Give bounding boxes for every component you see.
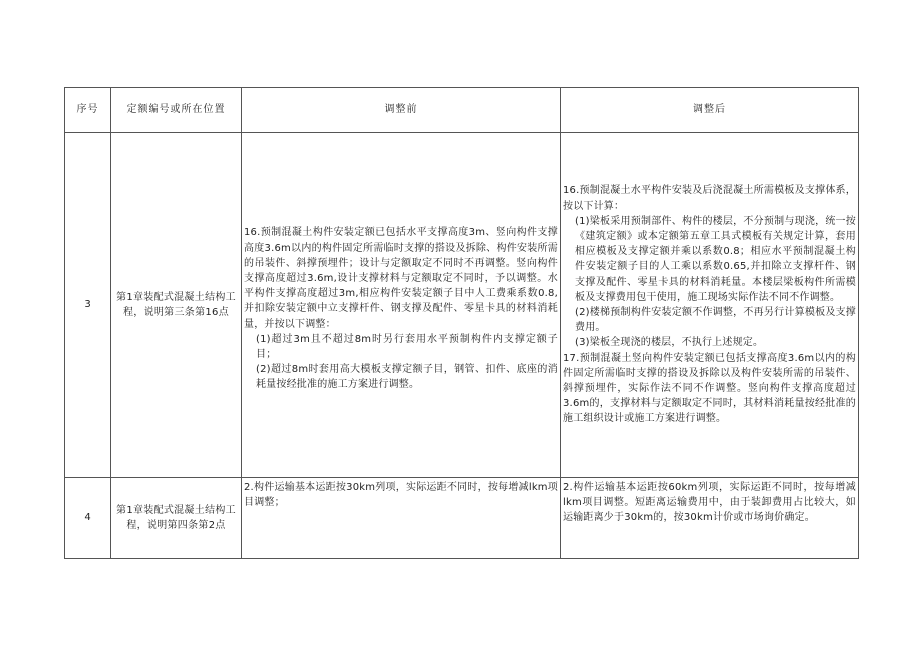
row-after (561, 478, 859, 559)
header-after: 调整后 (561, 88, 859, 133)
before-paragraph: (1)超过3m且不超过8m时另行套用水平预制构件内支撑定额子目； (256, 333, 558, 360)
row-before (242, 133, 561, 478)
row-location: 第1章装配式混凝土结构工程，说明第三条第16点 (111, 133, 242, 478)
header-row (65, 88, 859, 133)
row-seq: 3 (65, 133, 111, 478)
after-paragraph: (2)楼梯预制构件安装定额不作调整，不再另行计算模板及支撑费用。 (575, 307, 856, 334)
table-row (65, 478, 859, 559)
table-row (65, 133, 859, 478)
row-before (242, 478, 561, 559)
before-paragraph: 2.构件运输基本运距按30km列项，实际运距不同时，按每增减lkm项目调整； (244, 482, 558, 509)
after-paragraph: (3)梁板全现浇的楼层，不执行上述规定。 (575, 337, 764, 349)
before-paragraph: (2)超过8m时套用高大模板支撑定额子目，钢管、扣件、底座的消耗量按经批准的施工方案进行调整。 (256, 364, 558, 391)
after-paragraph: 17.预制混凝土竖向构件安装定额已包括支撑高度3.6m以内的构件固定所需临时支撑的搭设及拆除以及构件安装所需的吊装件、斜撑预埋件，实际作法不同不作调整。竖向构件支撑高度超过3.6m的，支撑材料与定额取定不同时，其材料消耗量按经批准的施工组织设计或施工方案进行调整。 (563, 352, 856, 425)
adjustment-table (64, 87, 859, 559)
header-seq: 序号 (65, 88, 111, 133)
row-seq: 4 (65, 478, 111, 559)
after-paragraph: 16.预制混凝土水平构件安装及后浇混凝土所需模板及支撑体系，按以下计算： (563, 185, 856, 212)
row-location: 第1章装配式混凝土结构工程，说明第四条第2点 (111, 478, 242, 559)
after-paragraph: (1)梁板采用预制部件、构件的楼层，不分预制与现浇，统一按《建筑定额》或本定额第五章工具式模板有关规定计算，套用相应模板及支撑定额并乘以系数0.8；相应水平预制混凝土构件安装定额子目的人工乘以系数0.65,并扣除立支撑杆件、钢支撑及配件、零星卡具的材料消耗量。本楼层梁板构件所需模板及支撑费用包干使用，施工现场实际作法不同不作调整。 (575, 215, 856, 303)
after-paragraph: 2.构件运输基本运距按60km列项，实际运距不同时，按每增减lkm项目调整。短距离运输费用中，由于装卸费用占比较大，如运输距离少于30km的，按30km计价或市场询价确定。 (563, 482, 856, 524)
row-after (561, 133, 859, 478)
header-before: 调整前 (242, 88, 561, 133)
header-location: 定额编号或所在位置 (111, 88, 242, 133)
before-paragraph: 16.预制混凝土构件安装定额已包括水平支撑高度3m、竖向构件支撑高度3.6m以内的构件固定所需临时支撑的搭设及拆除、构件安装所需的吊装件、斜撑预埋件；设计与定额取定不同时不再调整。竖向构件支撑高度超过3.6m,设计支撑材料与定额取定不同时，予以调整。水平构件支撑高度超过3m,相应构件安装定额子目中人工费乘系数0.8,并扣除安装定额中立支撑杆件、钢支撑及配件、零星卡具的材料消耗量，并按以下调整： (244, 227, 558, 330)
